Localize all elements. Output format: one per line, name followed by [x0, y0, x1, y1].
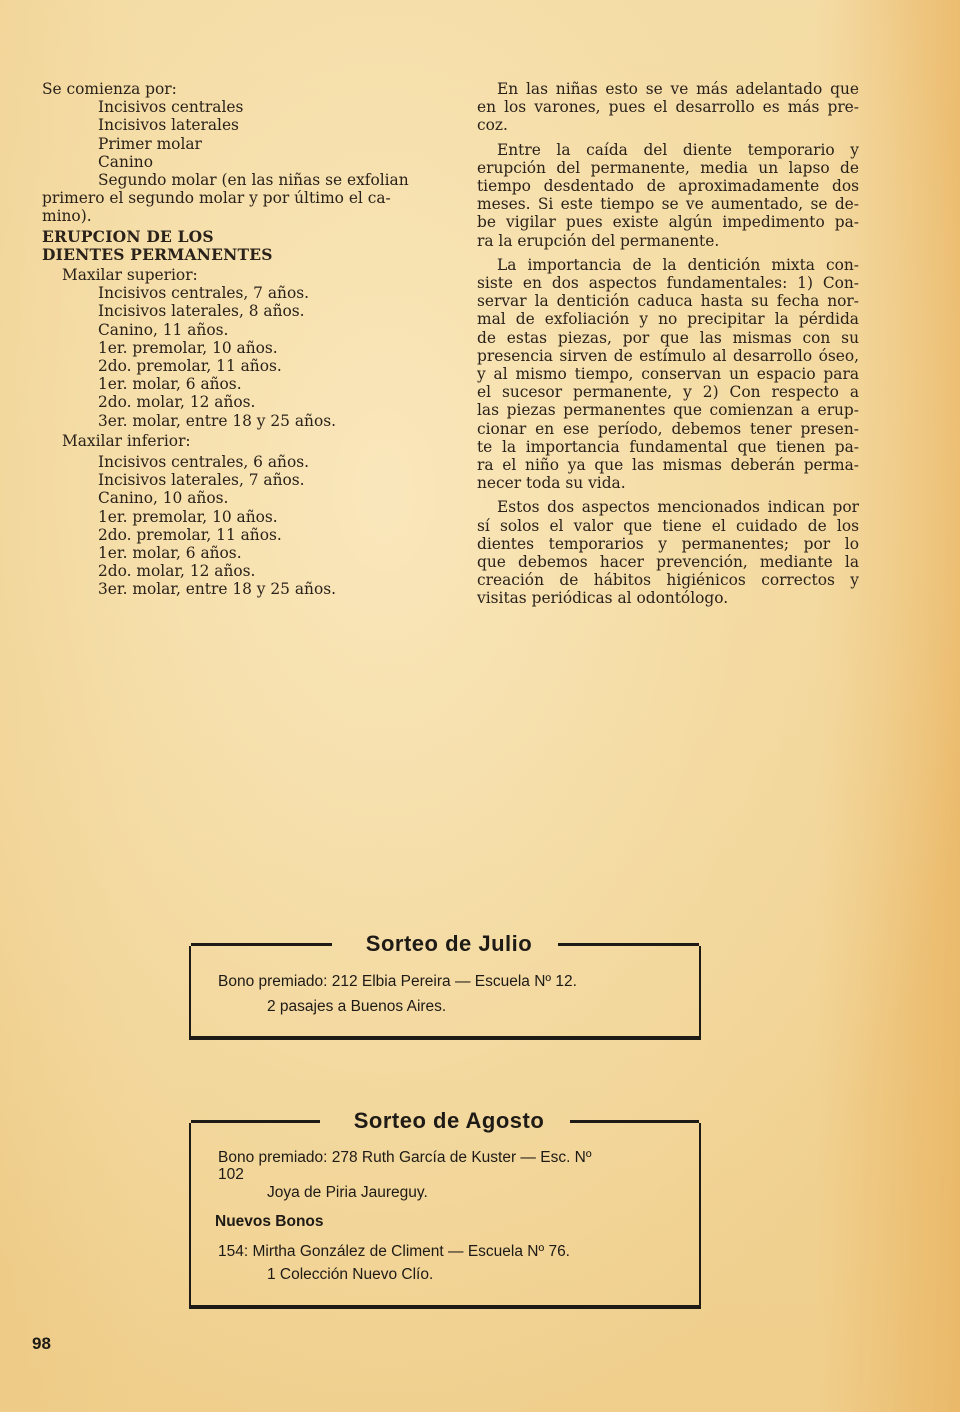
tooth-item: Canino, 10 años.: [98, 489, 229, 508]
paragraph-line: servar la dentición caduca hasta su fecha nor-: [477, 292, 859, 311]
note-line: primero el segundo molar y por último el ca-: [42, 189, 391, 208]
paragraph-line: meses. Si este tiempo se ve aumentado, se de-: [477, 195, 859, 214]
sorteo-agosto-winner: Bono premiado: 278 Ruth García de Kuster — Esc. Nº: [218, 1149, 592, 1166]
tooth-item: 3er. molar, entre 18 y 25 años.: [98, 411, 337, 430]
paragraph-line: el sucesor permanente, y 2) Con respecto a: [477, 383, 859, 402]
paragraph-line: te la importancia fundamental que tienen pa-: [477, 437, 859, 456]
tooth-item: 1er. molar, 6 años.: [98, 544, 242, 563]
sorteo-julio-winner: Bono premiado: 212 Elbia Pereira — Escuela Nº 12.: [218, 973, 577, 990]
paragraph-line: que debemos hacer prevención, mediante la: [477, 553, 859, 572]
tooth-item: 2do. premolar, 11 años.: [98, 357, 282, 376]
paragraph: [477, 256, 859, 493]
paragraph-line: en los varones, pues el desarrollo es más pre-: [477, 98, 859, 117]
paragraph: [477, 141, 859, 250]
sorteo-agosto-winner-cont: 102: [218, 1166, 244, 1183]
tooth-item: Incisivos centrales, 7 años.: [98, 284, 310, 303]
note-line: mino).: [42, 207, 92, 226]
paragraph-line: ra la erupción del permanente.: [477, 231, 720, 250]
tooth-item: 1er. premolar, 10 años.: [98, 507, 278, 526]
paragraph-line: de estas piezas, por que las mismas con su: [477, 328, 859, 347]
paragraph-line: sí solos el valor que tiene el cuidado de los: [477, 516, 859, 535]
tooth-item: 1er. molar, 6 años.: [98, 375, 242, 394]
paragraph-line: tiempo desdentado de aproximadamente dos: [477, 177, 859, 196]
order-item: Primer molar: [98, 134, 202, 153]
nuevos-bonos-winner: 154: Mirtha González de Climent — Escuela Nº 76.: [218, 1243, 570, 1260]
paragraph-line: las piezas permanentes que comienzan a erup-: [477, 401, 859, 420]
paragraph-line: be vigilar pues existe algún impedimento pa-: [477, 213, 859, 232]
order-item: Incisivos centrales: [98, 98, 244, 117]
sorteo-agosto-school: Joya de Piria Jaureguy.: [267, 1184, 428, 1201]
paragraph: [477, 498, 859, 607]
paragraph-line: dientes temporarios y permanentes; por lo: [477, 534, 859, 553]
maxilar-superior-label: Maxilar superior:: [62, 266, 198, 285]
tooth-item: Canino, 11 años.: [98, 320, 229, 339]
paragraph-line: Estos dos aspectos mencionados indican por: [497, 498, 859, 517]
maxilar-inferior-list: [42, 453, 432, 599]
sorteo-julio-box: [189, 931, 701, 1040]
sorteo-agosto-box: [189, 1108, 701, 1309]
box-title-bar: [191, 1106, 699, 1136]
tooth-item: 2do. molar, 12 años.: [98, 393, 256, 412]
right-column: [477, 80, 859, 608]
title-rule: [558, 943, 699, 946]
tooth-item: 2do. molar, 12 años.: [98, 562, 256, 581]
tooth-item: Incisivos laterales, 7 años.: [98, 471, 305, 490]
title-rule: [191, 1120, 320, 1123]
sorteo-julio-title: Sorteo de Julio: [365, 931, 533, 956]
second-molar-note: [42, 171, 432, 226]
title-rule: [191, 943, 332, 946]
paragraph-line: coz.: [477, 116, 508, 135]
maxilar-superior-list: [42, 284, 432, 430]
paragraph-line: En las niñas esto se ve más adelantado que: [497, 80, 859, 98]
nuevos-bonos-heading: Nuevos Bonos: [215, 1213, 324, 1230]
paragraph-line: erupción del permanente, media un lapso de: [477, 158, 859, 177]
order-item: Canino: [98, 152, 153, 171]
paragraph-line: visitas periódicas al odontólogo.: [477, 589, 729, 608]
tooth-item: 3er. molar, entre 18 y 25 años.: [98, 580, 337, 599]
paragraph-line: creación de hábitos higiénicos correctos y: [477, 571, 859, 590]
tooth-item: 1er. premolar, 10 años.: [98, 338, 278, 357]
nuevos-bonos-prize: 1 Colección Nuevo Clío.: [267, 1266, 434, 1283]
sorteo-agosto-title: Sorteo de Agosto: [353, 1108, 545, 1133]
box-title-bar: [191, 929, 699, 959]
heading-line: ERUPCION DE LOS: [42, 226, 214, 246]
note-line: Segundo molar (en las niñas se exfolian: [98, 171, 409, 190]
paragraph-line: ra el niño ya que las mismas deberán perma-: [477, 456, 859, 475]
paragraph-line: Entre la caída del diente temporario y: [497, 140, 859, 159]
page-number: 98: [32, 1334, 51, 1353]
paragraph-line: y al mismo tiempo, conservan un espacio para: [477, 365, 859, 384]
section-heading: [42, 228, 432, 264]
left-column: [42, 80, 432, 599]
order-list: [42, 98, 432, 171]
order-item: Incisivos laterales: [98, 116, 239, 135]
paragraph: [477, 80, 859, 135]
paragraph-line: cionar en ese período, debemos tener presen-: [477, 419, 859, 438]
tooth-item: 2do. premolar, 11 años.: [98, 525, 282, 544]
maxilar-inferior-label: Maxilar inferior:: [62, 431, 191, 450]
paragraph-line: mal de exfoliación y no precipitar la pérdida: [477, 310, 859, 329]
title-rule: [570, 1120, 699, 1123]
heading-line: DIENTES PERMANENTES: [42, 244, 273, 264]
tooth-item: Incisivos laterales, 8 años.: [98, 302, 305, 321]
paragraph-line: presencia sirven de estímulo al desarrollo óseo,: [477, 346, 859, 365]
tooth-item: Incisivos centrales, 6 años.: [98, 453, 310, 472]
sorteo-julio-prize: 2 pasajes a Buenos Aires.: [267, 998, 447, 1015]
paragraph-line: necer toda su vida.: [477, 474, 626, 493]
paragraph-line: siste en dos aspectos fundamentales: 1) Con-: [477, 274, 859, 293]
intro-line: Se comienza por:: [42, 80, 177, 98]
paragraph-line: La importancia de la dentición mixta con-: [497, 255, 859, 274]
